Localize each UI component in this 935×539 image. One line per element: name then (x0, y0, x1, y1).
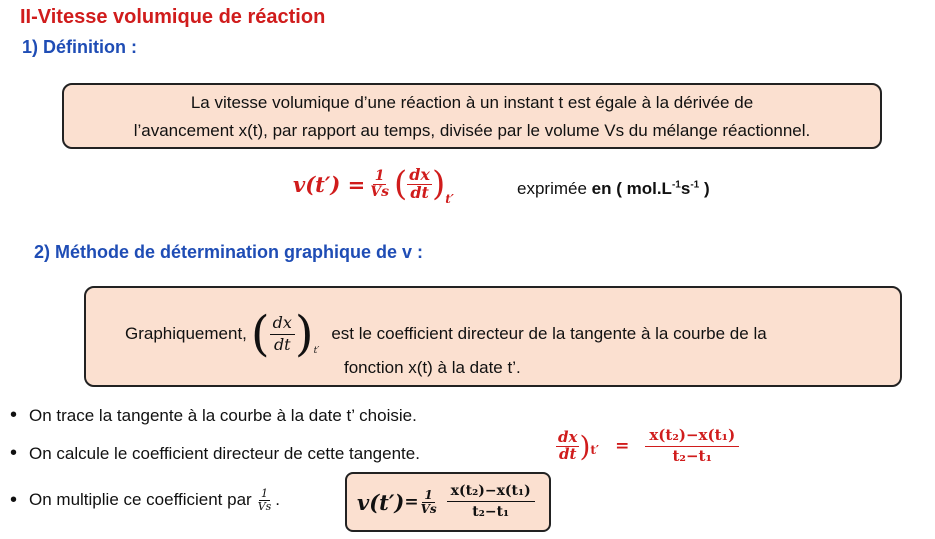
slope-formula (556, 428, 739, 465)
slope-den: dt (559, 444, 577, 463)
graphical-box (84, 286, 902, 387)
unit-text (517, 179, 710, 199)
subsection-method-title: 2) Méthode de détermination graphique de v : (34, 242, 424, 262)
definition-line-1: La vitesse volumique d’une réaction à un instant t est égale à la dérivée de (190, 93, 754, 112)
graphical-frac-den: dt (273, 334, 291, 354)
formula-derivative (407, 164, 432, 202)
formula-paren-close: ) (431, 164, 446, 204)
unit-mid: s (680, 179, 691, 198)
graphical-paren-open: ( (250, 306, 270, 362)
final-coefficient (419, 489, 439, 515)
unit-exp-1: -1 (671, 179, 681, 191)
graphical-frac-num: dx (270, 313, 295, 335)
final-equals: = (404, 492, 419, 512)
bullet-dot-icon: • (10, 404, 18, 426)
multiply-coef-num: 1 (261, 487, 268, 500)
bullet-item-3 (10, 488, 280, 512)
unit-bold: en ( mol.L (591, 179, 672, 198)
graphical-line-1 (125, 306, 767, 362)
final-rhs-num: x(t₂)−x(t₁) (447, 484, 535, 502)
slope-paren-close: ) (579, 429, 591, 463)
bullet-text-3: On multiplie ce coefficient par (29, 490, 252, 510)
bullet-item-1 (10, 404, 417, 427)
final-coef-den: Vs (420, 501, 437, 516)
bullet-item-2 (10, 442, 420, 465)
multiply-coefficient (256, 488, 274, 512)
bullet-dot-icon: • (10, 442, 18, 464)
velocity-formula (293, 164, 454, 204)
graphical-prefix: Graphiquement, (125, 324, 247, 343)
bullet-text-2: On calcule le coefficient directeur de cette tangente. (29, 443, 420, 463)
slope-derivative (556, 430, 579, 463)
unit-suffix: ) (699, 179, 710, 198)
formula-coefficient (368, 169, 391, 199)
bullet-dot-icon: • (10, 488, 18, 511)
bullet-text-1: On trace la tangente à la courbe à la date t’ choisie. (29, 405, 417, 425)
unit-prefix: exprimée (517, 179, 587, 198)
formula-coef-num: 1 (374, 167, 385, 184)
final-coef-num: 1 (424, 487, 433, 502)
slope-equals: = (615, 436, 630, 457)
final-lhs: v(t′) (357, 489, 405, 515)
section-title: II-Vitesse volumique de réaction (20, 6, 326, 28)
final-rhs (447, 484, 535, 519)
formula-deriv-den: dt (410, 182, 429, 202)
final-rhs-den: t₂−t₁ (472, 504, 510, 520)
multiply-coef-den: Vs (257, 499, 272, 513)
definition-line-2: l’avancement x(t), par rapport au temps, divisée par le volume Vs du mélange réactionnel. (133, 121, 811, 140)
slope-num: dx (558, 428, 578, 446)
final-formula-box (345, 472, 551, 532)
formula-lhs: v(t′) = (293, 171, 366, 197)
formula-paren-open: ( (393, 164, 408, 204)
graphical-paren-close: ) (294, 306, 314, 362)
slope-rhs-den: t₂−t₁ (672, 446, 713, 465)
unit-exp-2: -1 (690, 179, 700, 191)
slope-rhs-num: x(t₂)−x(t₁) (645, 428, 739, 447)
subsection-definition-title: 1) Définition : (22, 37, 137, 57)
formula-coef-den: Vs (370, 183, 389, 200)
graphical-derivative (270, 313, 295, 356)
graphical-rest: est le coefficient directeur de la tangente à la courbe de la (331, 324, 767, 343)
formula-subscript: t′ (445, 192, 454, 206)
multiply-dot: . (275, 490, 281, 510)
graphical-line-2: fonction x(t) à la date t’. (344, 358, 521, 377)
slope-subscript: t′ (590, 442, 600, 457)
formula-deriv-num: dx (409, 164, 430, 184)
slope-rhs (645, 428, 739, 465)
graphical-subscript: t′ (313, 346, 320, 356)
definition-box (62, 83, 882, 149)
